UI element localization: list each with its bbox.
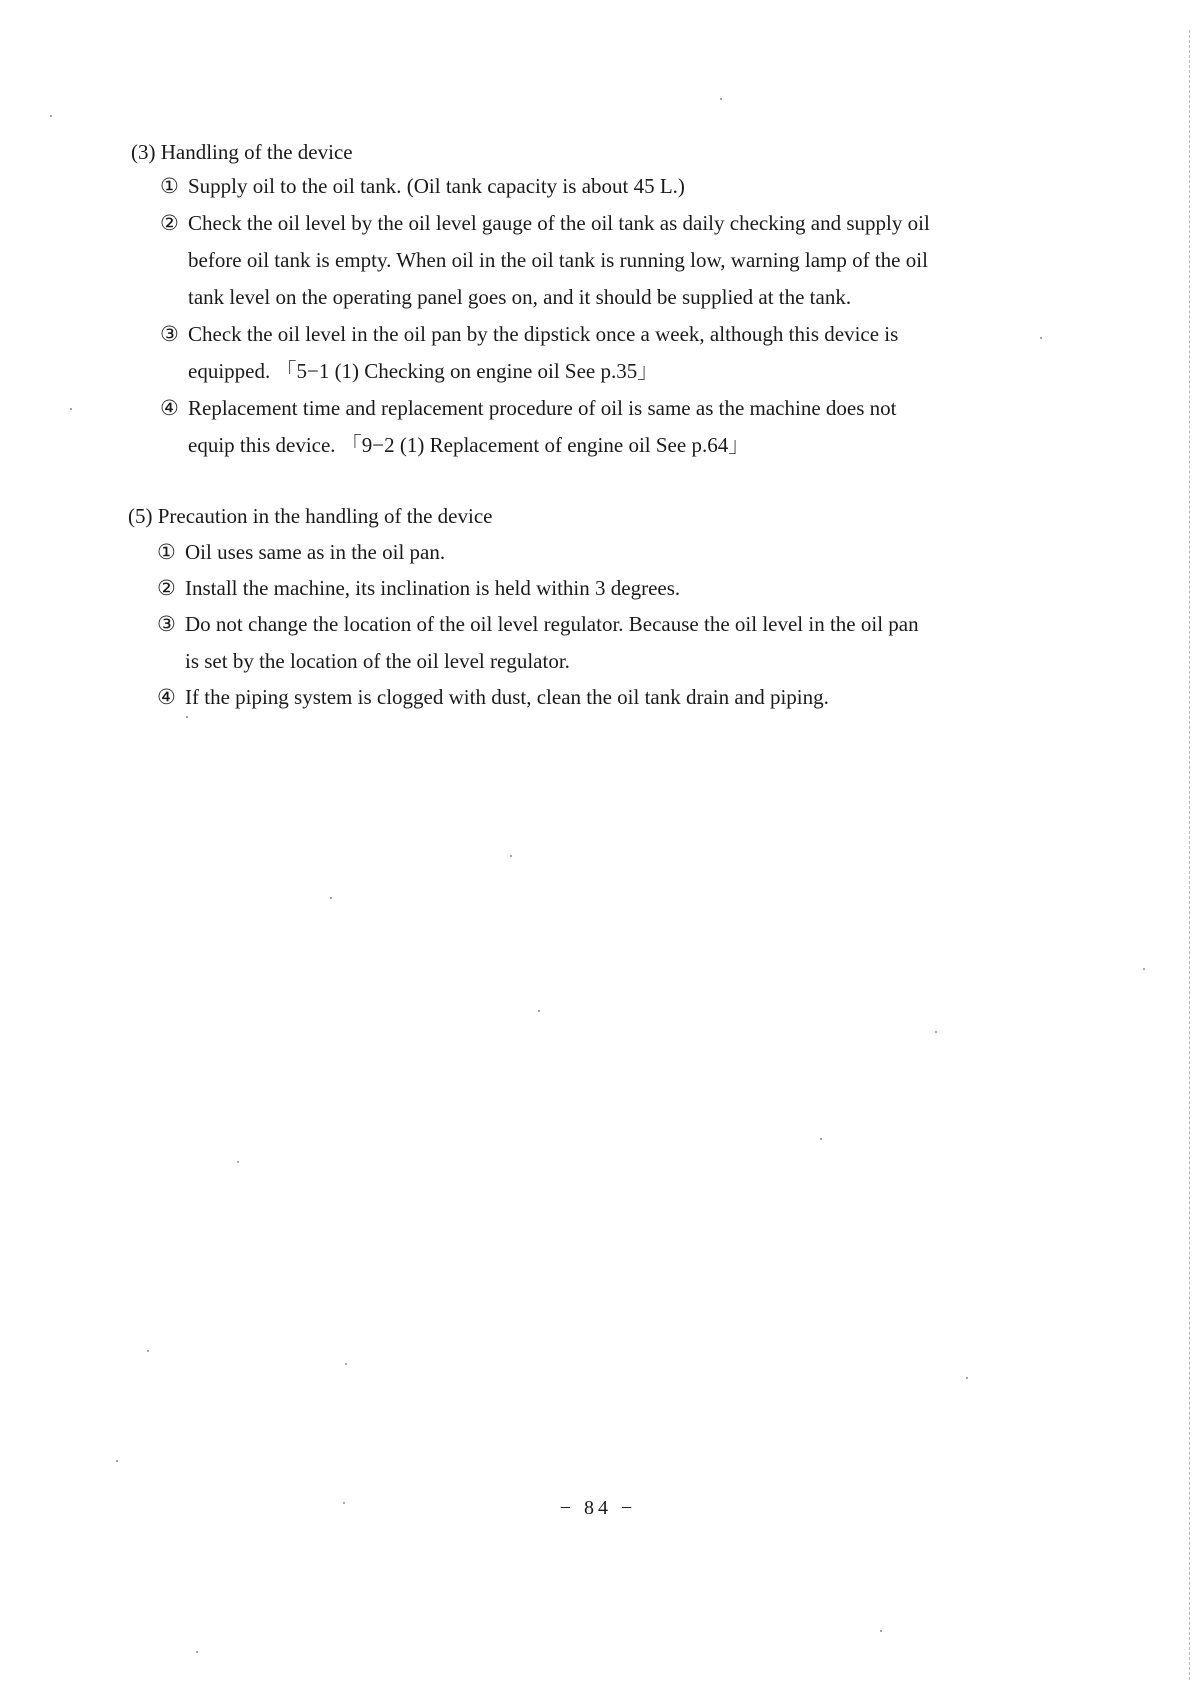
- item-text: Check the oil level in the oil pan by the dipstick once a week, although this device is: [188, 322, 899, 346]
- page-number: − 84 −: [559, 1497, 637, 1519]
- precaution-item-2: [157, 570, 1057, 607]
- item-text-continued: tank level on the operating panel goes on, and it should be supplied at the tank.: [188, 285, 852, 309]
- handling-item-1: [160, 168, 1060, 205]
- item-text: Install the machine, its inclination is held within 3 degrees.: [185, 576, 681, 600]
- item-text-continued: is set by the location of the oil level regulator.: [185, 649, 570, 673]
- item-text-continued: equipped. 「5−1 (1) Checking on engine oil See p.35」: [188, 359, 659, 383]
- scan-speck: [935, 1031, 937, 1033]
- scan-speck: [116, 1460, 118, 1462]
- circled-number-4: ④: [160, 396, 179, 420]
- item-text: Supply oil to the oil tank. (Oil tank capacity is about 45 L.): [188, 174, 685, 198]
- item-text: Check the oil level by the oil level gauge of the oil tank as daily checking and supply oil: [188, 211, 930, 235]
- section-heading-handling: (3) Handling of the device: [131, 140, 353, 164]
- scan-speck: [330, 897, 332, 899]
- circled-number-4: ④: [157, 685, 176, 709]
- item-text: Replacement time and replacement procedure of oil is same as the machine does not: [188, 396, 897, 420]
- scan-speck: [186, 716, 188, 718]
- scan-speck: [880, 1630, 882, 1632]
- scan-speck: [510, 855, 512, 857]
- item-text: Do not change the location of the oil level regulator. Because the oil level in the oil pan: [185, 612, 919, 636]
- scan-speck: [966, 1377, 968, 1379]
- precaution-item-4: [157, 679, 1057, 716]
- item-text-continued: before oil tank is empty. When oil in the oil tank is running low, warning lamp of the oil: [188, 248, 928, 272]
- scan-speck: [1040, 337, 1042, 339]
- scan-speck: [1143, 968, 1145, 970]
- section-heading-precaution: (5) Precaution in the handling of the device: [128, 504, 493, 528]
- circled-number-2: ②: [160, 211, 179, 235]
- item-text: Oil uses same as in the oil pan.: [185, 540, 446, 564]
- scan-speck: [345, 1363, 347, 1365]
- circled-number-3: ③: [157, 612, 176, 636]
- handling-item-2: [160, 205, 1060, 316]
- scan-speck: [820, 1138, 822, 1140]
- scan-speck: [70, 408, 72, 410]
- scan-speck: [720, 98, 722, 100]
- scan-speck: [196, 1651, 198, 1653]
- scan-speck: [538, 1010, 540, 1012]
- circled-number-1: ①: [157, 540, 176, 564]
- precaution-item-1: [157, 534, 1057, 571]
- scan-speck: [50, 115, 52, 117]
- scan-speck: [147, 1350, 149, 1352]
- circled-number-1: ①: [160, 174, 179, 198]
- handling-item-4: [160, 390, 1060, 464]
- scan-speck: [237, 1161, 239, 1163]
- precaution-item-3: [157, 606, 1057, 680]
- item-text-continued: equip this device. 「9−2 (1) Replacement of engine oil See p.64」: [188, 433, 750, 457]
- item-text: If the piping system is clogged with dust, clean the oil tank drain and piping.: [185, 685, 829, 709]
- handling-item-3: [160, 316, 1060, 390]
- scan-edge-line: [1189, 30, 1190, 1680]
- circled-number-3: ③: [160, 322, 179, 346]
- scan-speck: [343, 1502, 345, 1504]
- circled-number-2: ②: [157, 576, 176, 600]
